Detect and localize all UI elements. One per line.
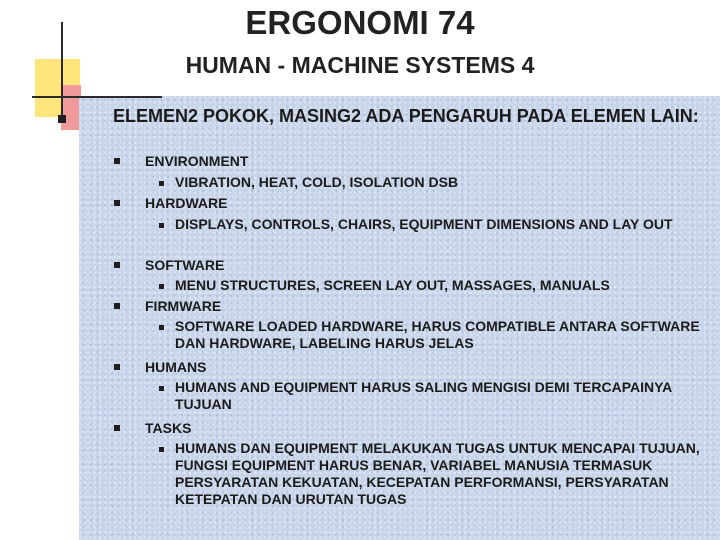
decor-red-square: [61, 85, 81, 130]
element-label: HARDWARE: [145, 195, 228, 211]
square-bullet-icon: [58, 115, 66, 123]
square-bullet-icon: [159, 447, 164, 452]
square-bullet-icon: [159, 325, 164, 330]
square-bullet-icon: [114, 262, 120, 268]
decor-horizontal-line: [32, 96, 162, 98]
main-point: ELEMEN2 POKOK, MASING2 ADA PENGARUH PADA ELEMEN LAIN:: [113, 106, 699, 126]
element-label: SOFTWARE: [145, 257, 225, 273]
square-bullet-icon: [159, 223, 164, 228]
element-label: HUMANS: [145, 359, 207, 375]
square-bullet-icon: [159, 181, 164, 186]
square-bullet-icon: [114, 158, 120, 164]
element-detail: DISPLAYS, CONTROLS, CHAIRS, EQUIPMENT DIMENSIONS AND LAY OUT: [175, 216, 673, 232]
square-bullet-icon: [114, 200, 120, 206]
element-detail: HUMANS AND EQUIPMENT HARUS SALING MENGISI DEMI TERCAPAINYA TUJUAN: [175, 379, 672, 412]
element-label: TASKS: [145, 420, 192, 436]
square-bullet-icon: [159, 386, 164, 391]
square-bullet-icon: [159, 284, 164, 289]
square-bullet-icon: [114, 425, 120, 431]
element-detail: HUMANS DAN EQUIPMENT MELAKUKAN TUGAS UNTUK MENCAPAI TUJUAN, FUNGSI EQUIPMENT HARUS BENAR, VARIABEL MANUSIA TERMASUK PERSYARATAN KEKUATAN, KECEPATAN PERFORMANSI, PERSYARATAN KETEPATAN DAN URUTAN TUGAS: [175, 440, 700, 507]
slide-title: ERGONOMI 74: [245, 4, 475, 41]
element-label: ENVIRONMENT: [145, 153, 249, 169]
element-detail: MENU STRUCTURES, SCREEN LAY OUT, MASSAGES, MANUALS: [175, 277, 610, 293]
slide-subtitle: HUMAN - MACHINE SYSTEMS 4: [185, 52, 535, 78]
element-detail: VIBRATION, HEAT, COLD, ISOLATION DSB: [175, 174, 459, 190]
element-label: FIRMWARE: [145, 298, 222, 314]
element-detail: SOFTWARE LOADED HARDWARE, HARUS COMPATIBLE ANTARA SOFTWARE DAN HARDWARE, LABELING HARUS JELAS: [175, 318, 700, 351]
square-bullet-icon: [114, 303, 120, 309]
square-bullet-icon: [114, 364, 120, 370]
